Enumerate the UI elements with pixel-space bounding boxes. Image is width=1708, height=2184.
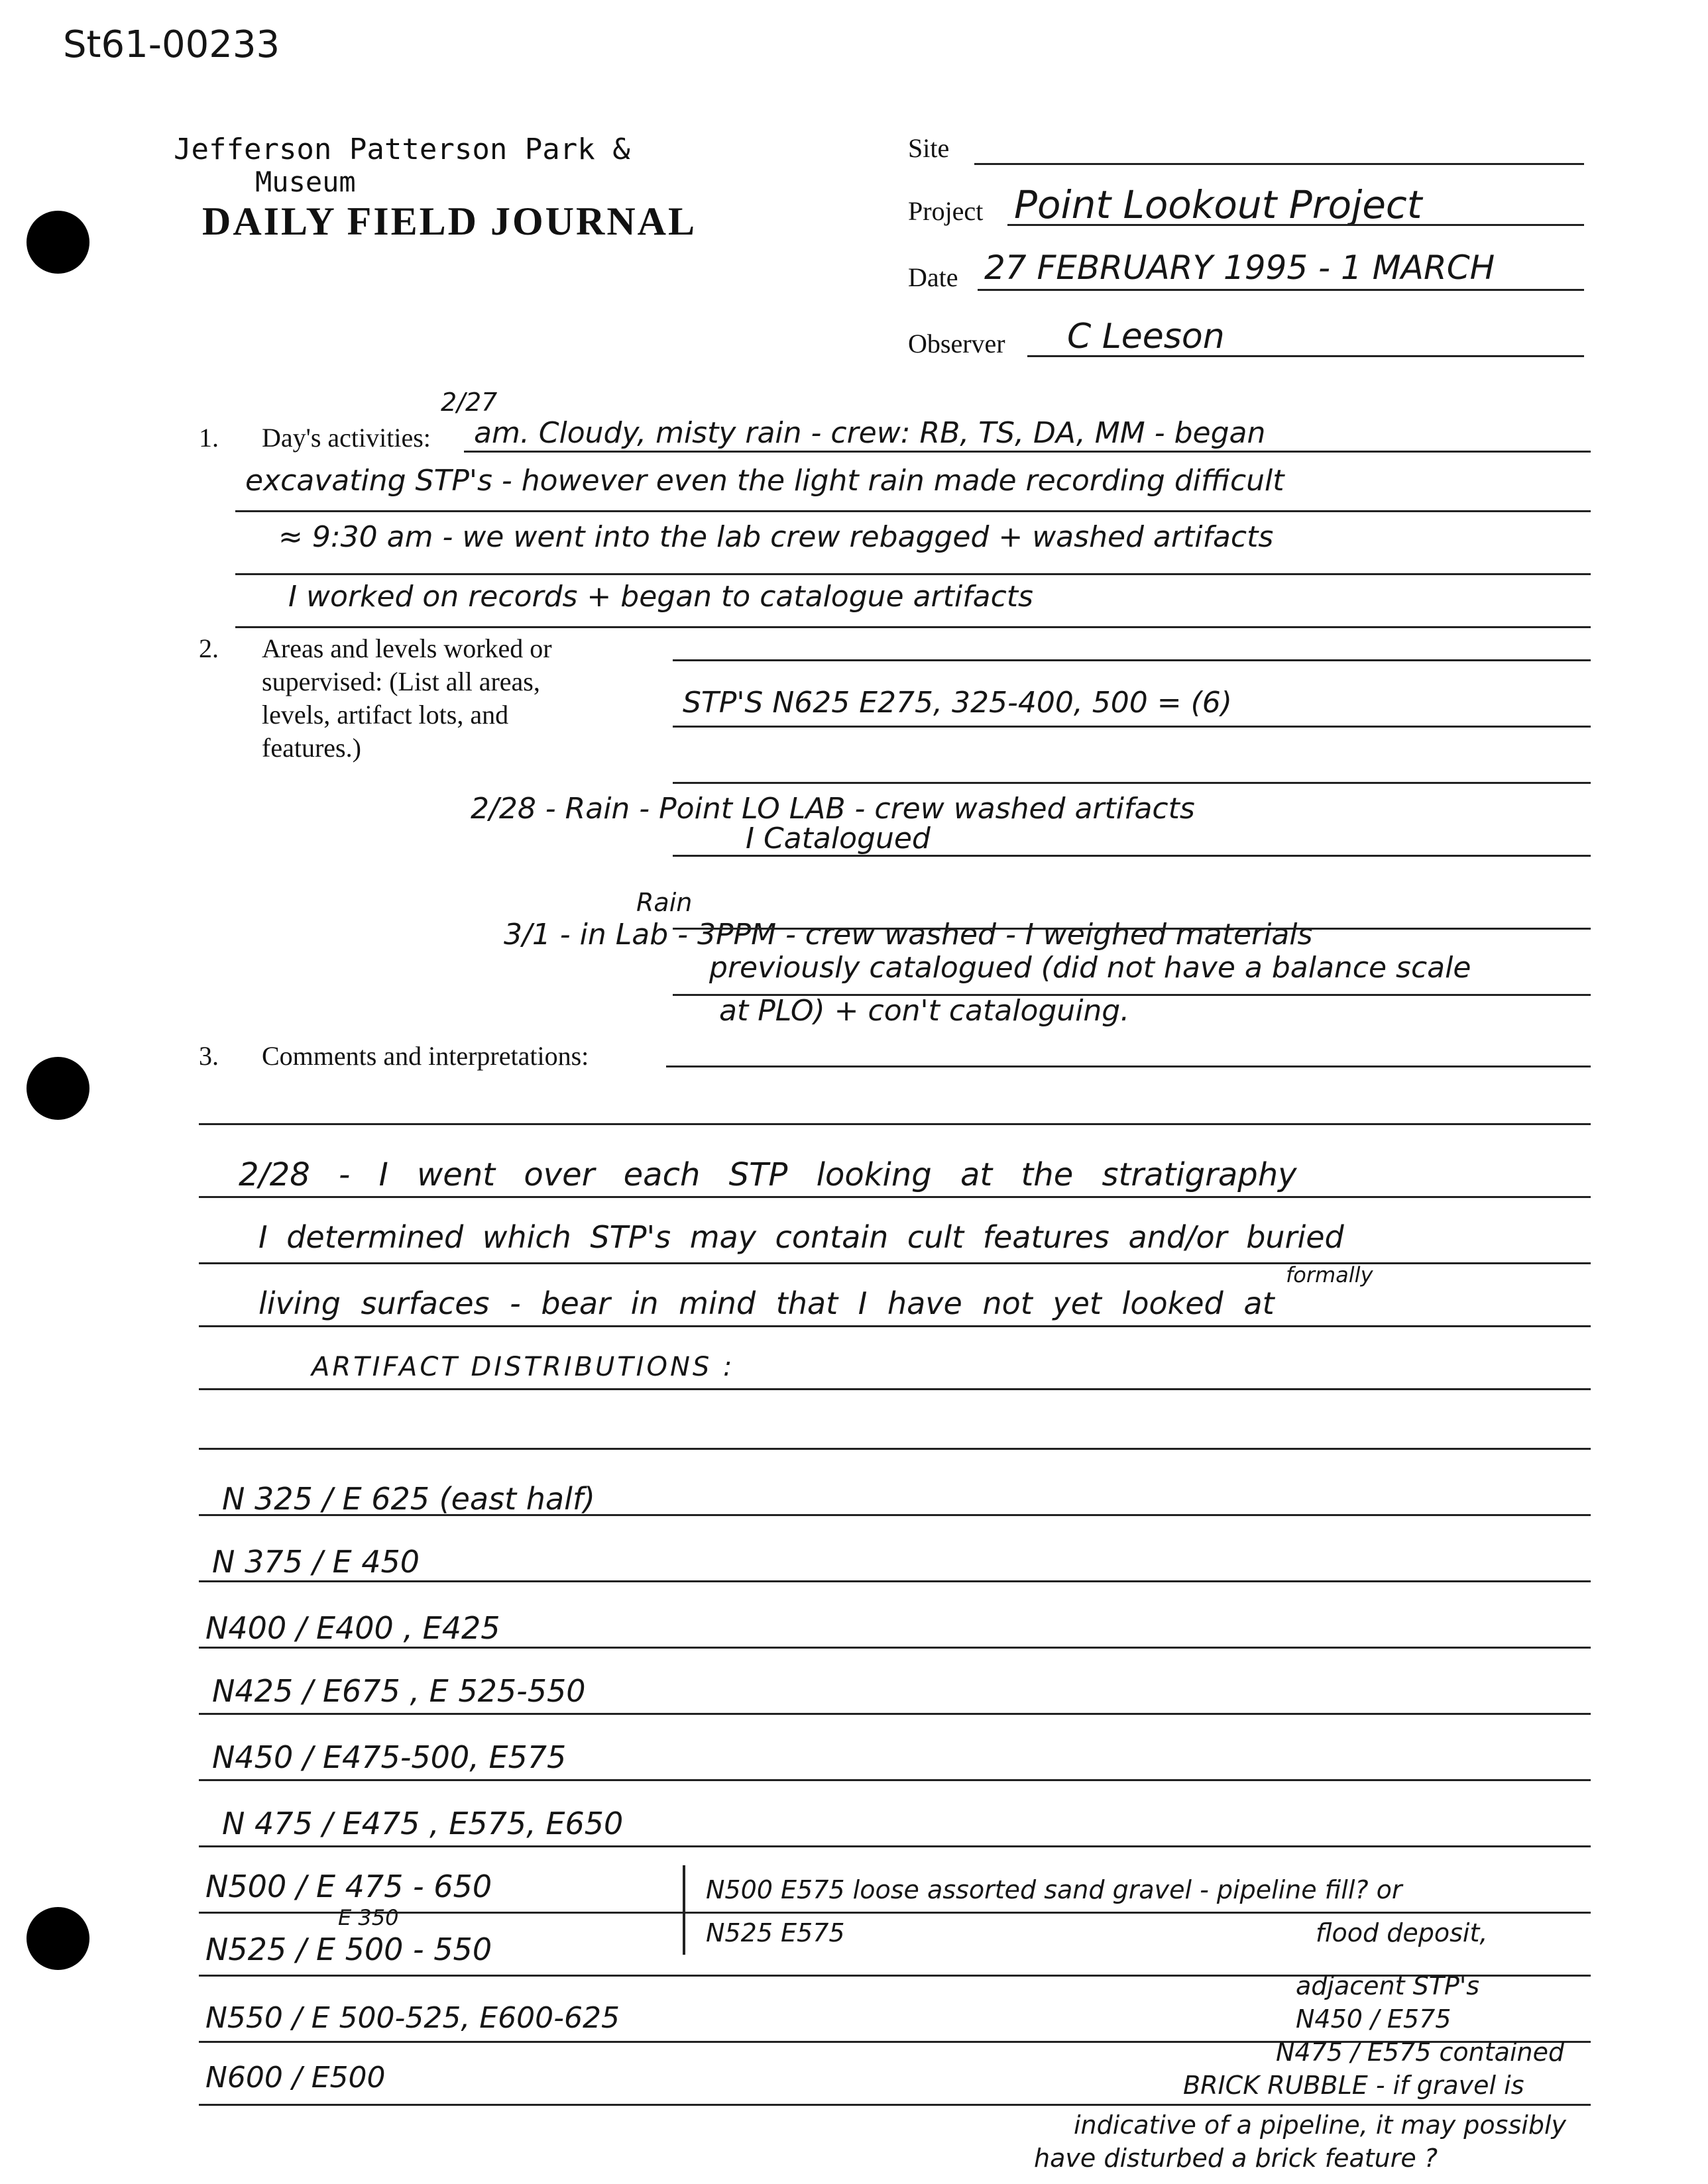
areas-rule-3 [673, 782, 1591, 784]
grid-rule-10 [199, 2104, 1591, 2106]
side-note-4: adjacent STP's [1296, 1971, 1480, 2000]
grid-rule-4 [199, 1713, 1591, 1715]
grid-item-7: N500 / E 475 - 650 [205, 1869, 492, 1904]
activities-line-3: ≈ 9:30 am - we went into the lab crew rebagged + washed artifacts [278, 520, 1274, 554]
activities-line-4: I worked on records + began to catalogue artifacts [288, 580, 1033, 614]
section1-date-note: 2/27 [441, 388, 498, 417]
section3-number: 3. [199, 1041, 219, 1071]
grid-item-1: N 325 / E 625 (east half) [222, 1481, 596, 1517]
grid-rule-5 [199, 1779, 1591, 1781]
activities-rule-3 [235, 573, 1591, 575]
section2-label-line4: features.) [262, 733, 361, 763]
project-label: Project [908, 196, 984, 226]
grid-rule-2 [199, 1580, 1591, 1582]
areas-rule-5 [673, 928, 1591, 930]
grid-item-2: N 375 / E 450 [212, 1544, 420, 1580]
comments-line-1: 2/28 - I went over each STP looking at the stratigraphy [239, 1156, 1297, 1193]
side-note-3: flood deposit, [1316, 1918, 1488, 1947]
site-label: Site [908, 133, 950, 163]
grid-item-3: N400 / E400 , E425 [205, 1610, 500, 1646]
grid-e350-note: E 350 [338, 1905, 399, 1930]
side-note-9: have disturbed a brick feature ? [1034, 2144, 1438, 2173]
observer-label: Observer [908, 329, 1005, 358]
side-note-8: indicative of a pipeline, it may possibly [1074, 2110, 1566, 2140]
side-note-6: N475 / E575 contained [1276, 2038, 1565, 2067]
comments-rule-6 [199, 1388, 1591, 1390]
project-value: Point Lookout Project [1014, 182, 1422, 227]
side-note-bracket [683, 1865, 685, 1955]
comments-line-3: living surfaces - bear in mind that I have not yet looked at [258, 1285, 1275, 1321]
grid-rule-7 [199, 1912, 1591, 1914]
grid-item-9: N550 / E 500-525, E600-625 [205, 2001, 620, 2035]
areas-rule-1 [673, 659, 1591, 661]
grid-item-8: N525 / E 500 - 550 [205, 1932, 492, 1967]
comments-rule-7 [199, 1448, 1591, 1450]
section1-number: 1. [199, 423, 219, 453]
grid-item-5: N450 / E475-500, E575 [212, 1739, 567, 1775]
site-line [974, 163, 1584, 165]
date-line [978, 289, 1584, 291]
comments-rule-4 [199, 1262, 1591, 1264]
side-note-1: N500 E575 loose assorted sand gravel - pipeline fill? or [706, 1875, 1402, 1904]
grid-rule-1 [199, 1514, 1591, 1516]
observer-value: C Leeson [1067, 317, 1225, 356]
comments-rule-2 [199, 1123, 1591, 1125]
activities-rule-4 [235, 626, 1591, 628]
grid-item-4: N425 / E675 , E 525-550 [212, 1673, 586, 1709]
activities-rule-2 [235, 510, 1591, 512]
punch-hole-bottom [27, 1907, 89, 1970]
areas-stp-line: STP'S N625 E275, 325-400, 500 = (6) [683, 686, 1232, 720]
section1-label: Day's activities: [262, 423, 431, 453]
section2-label-line3: levels, artifact lots, and [262, 700, 509, 730]
areas-31-line-a: 3/1 - in Lab - 3PPM - crew washed - I weighed materials [504, 918, 1313, 952]
areas-rain-note: Rain [636, 888, 693, 917]
date-value: 27 FEBRUARY 1995 - 1 MARCH [984, 248, 1495, 287]
date-label: Date [908, 262, 958, 292]
areas-31-line-c: at PLO) + con't cataloguing. [719, 994, 1130, 1028]
side-note-2: N525 E575 [706, 1918, 845, 1947]
org-name-line2: Museum [255, 166, 356, 198]
observer-line [1027, 355, 1584, 357]
activities-rule-1 [464, 451, 1591, 453]
activities-line-2: excavating STP's - however even the light rain made recording difficult [245, 464, 1284, 498]
punch-hole-middle [27, 1057, 89, 1120]
section2-label-line1: Areas and levels worked or [262, 633, 552, 663]
areas-31-line-b: previously catalogued (did not have a balance scale [709, 951, 1471, 985]
punch-hole-top [27, 211, 89, 274]
comments-line-4: ARTIFACT DISTRIBUTIONS : [312, 1352, 735, 1382]
comments-rule-3 [199, 1196, 1591, 1198]
areas-rule-4 [673, 855, 1591, 857]
section2-number: 2. [199, 633, 219, 663]
side-note-5: N450 / E575 [1296, 2004, 1452, 2034]
areas-228-line-b: I Catalogued [746, 822, 931, 855]
grid-item-6: N 475 / E475 , E575, E650 [222, 1806, 624, 1841]
org-name-line1: Jefferson Patterson Park & [174, 133, 630, 166]
grid-item-10: N600 / E500 [205, 2061, 386, 2095]
activities-line-1: am. Cloudy, misty rain - crew: RB, TS, DA, MM - began [474, 416, 1266, 450]
grid-rule-6 [199, 1845, 1591, 1847]
grid-rule-3 [199, 1647, 1591, 1649]
section3-label: Comments and interpretations: [262, 1041, 589, 1071]
areas-rule-2 [673, 726, 1591, 728]
comments-line-2: I determined which STP's may contain cult features and/or buried [258, 1219, 1344, 1255]
document-id: St61-00233 [63, 23, 280, 66]
comments-rule-1 [666, 1065, 1591, 1067]
areas-228-line-a: 2/28 - Rain - Point LO LAB - crew washed artifacts [471, 792, 1195, 826]
comments-rule-5 [199, 1325, 1591, 1327]
page-title: DAILY FIELD JOURNAL [202, 199, 697, 243]
comments-formally-note: formally [1286, 1262, 1373, 1287]
section2-label-line2: supervised: (List all areas, [262, 667, 540, 696]
side-note-7: BRICK RUBBLE - if gravel is [1183, 2071, 1524, 2100]
project-line [1007, 224, 1584, 226]
